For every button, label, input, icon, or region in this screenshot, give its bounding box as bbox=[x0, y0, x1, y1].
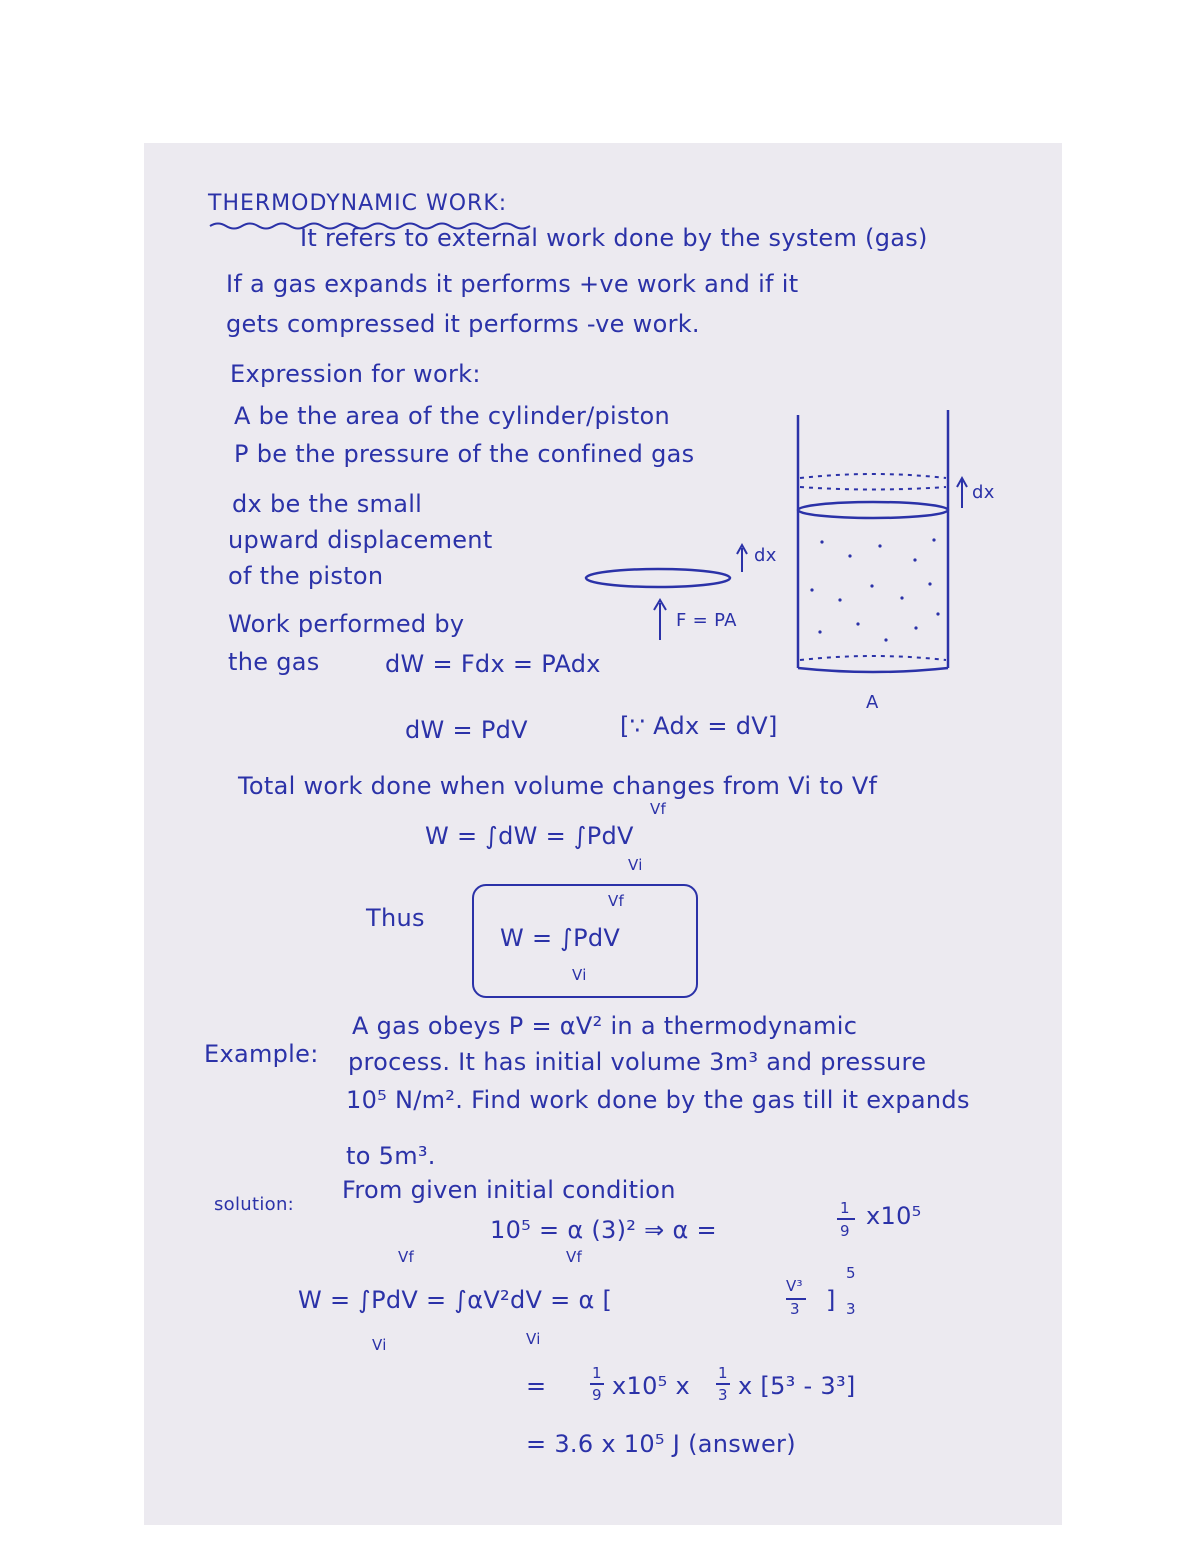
final-answer: = 3.6 x 10⁵ J (answer) bbox=[526, 1430, 796, 1458]
diagram-label: dx bbox=[754, 545, 777, 566]
bracket-close: ] bbox=[826, 1286, 836, 1314]
text-line: Total work done when volume changes from Vi to Vf bbox=[238, 772, 878, 800]
equation-note: [∵ Adx = dV] bbox=[620, 712, 778, 740]
limit-label: 3 bbox=[846, 1300, 856, 1318]
text-line: process. It has initial volume 3m³ and pressure bbox=[348, 1048, 927, 1076]
text-line: A gas obeys P = αV² in a thermodynamic bbox=[352, 1012, 858, 1040]
limit-label: Vi bbox=[372, 1336, 387, 1354]
text-line: of the piston bbox=[228, 562, 384, 590]
example-label: Example: bbox=[204, 1040, 319, 1068]
text-line: Thus bbox=[366, 904, 425, 932]
equation: W = ∫PdV = ∫αV²dV = α [ bbox=[298, 1286, 613, 1314]
diagram-label: F = PA bbox=[676, 610, 737, 631]
text-line: A be the area of the cylinder/piston bbox=[234, 402, 671, 430]
limit-label: 5 bbox=[846, 1264, 856, 1282]
boxed-equation: W = ∫PdV bbox=[500, 924, 621, 952]
limit-label: Vi bbox=[526, 1330, 541, 1348]
equation: 10⁵ = α (3)² ⇒ α = bbox=[490, 1216, 717, 1244]
diagram-label: dx bbox=[972, 482, 995, 503]
text-line: dx be the small bbox=[232, 490, 423, 518]
text-line: gets compressed it performs -ve work. bbox=[226, 310, 700, 338]
text-line: 10⁵ N/m². Find work done by the gas till it expands bbox=[346, 1086, 970, 1114]
text-line: If a gas expands it performs +ve work and if it bbox=[226, 270, 799, 298]
limit-label: Vi bbox=[572, 966, 587, 984]
fraction-numerator: 1 bbox=[592, 1364, 602, 1382]
text-line: the gas bbox=[228, 648, 320, 676]
text-line: to 5m³. bbox=[346, 1142, 436, 1170]
fraction-denominator: 9 bbox=[840, 1222, 850, 1240]
diagram-label: A bbox=[866, 692, 879, 713]
limit-label: Vf bbox=[398, 1248, 415, 1266]
gas-particles bbox=[810, 538, 939, 641]
equation: x10⁵ x bbox=[612, 1372, 690, 1400]
fraction-denominator: 3 bbox=[718, 1386, 728, 1404]
equation: dW = PdV bbox=[405, 716, 528, 744]
fraction-denominator: 3 bbox=[790, 1300, 800, 1318]
limit-label: Vi bbox=[628, 856, 643, 874]
text-line: upward displacement bbox=[228, 526, 493, 554]
equation: dW = Fdx = PAdx bbox=[385, 650, 601, 678]
piston-ellipse bbox=[586, 569, 730, 587]
equation: W = ∫dW = ∫PdV bbox=[425, 822, 634, 850]
text-line: From given initial condition bbox=[342, 1176, 676, 1204]
equation: x10⁵ bbox=[866, 1202, 922, 1230]
limit-label: Vf bbox=[566, 1248, 583, 1266]
definition-line: It refers to external work done by the system (gas) bbox=[300, 224, 928, 252]
page-title: THERMODYNAMIC WORK: bbox=[208, 191, 508, 216]
fraction-numerator: 1 bbox=[840, 1199, 850, 1217]
fraction-numerator: 1 bbox=[718, 1364, 728, 1382]
section-heading: Expression for work: bbox=[230, 360, 481, 388]
text-line: P be the pressure of the confined gas bbox=[234, 440, 695, 468]
equation: = bbox=[526, 1372, 547, 1400]
solution-label: solution: bbox=[214, 1194, 295, 1215]
equation: x [5³ - 3³] bbox=[738, 1372, 856, 1400]
fraction-numerator: V³ bbox=[786, 1277, 803, 1295]
text-line: Work performed by bbox=[228, 610, 465, 638]
fraction-denominator: 9 bbox=[592, 1386, 602, 1404]
limit-label: Vf bbox=[650, 800, 667, 818]
limit-label: Vf bbox=[608, 892, 625, 910]
